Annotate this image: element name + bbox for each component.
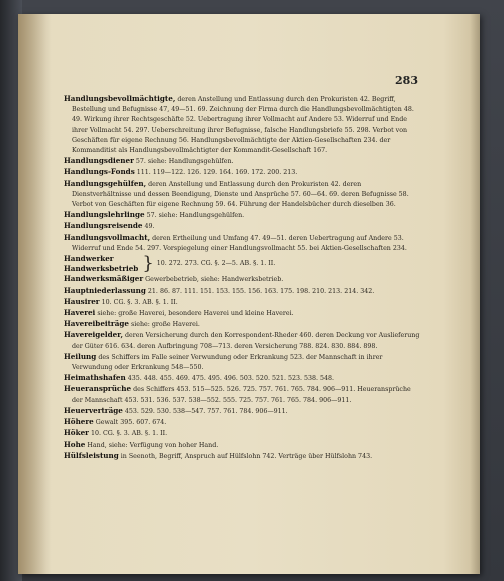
entry-text: Hand, siehe: Verfügung von hoher Hand.: [87, 441, 219, 449]
index-entry: [64, 352, 422, 373]
entry-text: des Schiffers 453. 515—525. 526. 725. 757. 761. 765. 784. 906—911. Heueransprüche der Mannschaft 453. 531. 536. 537. 538—552. 555. 725. 757. 761. 765. 784. 906—911.: [72, 386, 411, 404]
entry-text: deren Versicherung durch den Korrespondent-Rheder 460. deren Deckung vor Auslieferung der Güter 616. 634. deren Aufbringung 708—713. deren Versicherung 788. 824. 830. 884. 898.: [72, 332, 420, 350]
entry-headword: Höker: [64, 428, 89, 438]
entry-headword: Handwerksbetrieb: [64, 264, 139, 274]
entry-headword: Handlungsvollmacht,: [64, 232, 151, 242]
index-entry: [64, 210, 422, 221]
entry-text: 21. 86. 87. 111. 151. 153. 155. 156. 163. 175. 198. 210. 213. 214. 342.: [147, 287, 375, 295]
entry-headword: Handwerker: [64, 254, 114, 264]
entry-text: deren Ertheilung und Umfang 47. 49—51. deren Uebertragung auf Andere 53. Widerruf und Ende 54. 297. Vorspiegelung einer Handlungsvollmacht 55. bei Aktien-Gesellschaften 234.: [72, 234, 407, 252]
entry-headword: Heilung: [64, 351, 97, 361]
entry-headword: Handlungsbevollmächtigte,: [64, 94, 176, 103]
entry-headword: Havereigelder,: [64, 330, 123, 340]
page-number: 283: [395, 74, 418, 87]
entry-text: Gewalt 395. 607. 674.: [95, 419, 167, 427]
entry-headword: Hülfsleistung: [64, 450, 119, 460]
entry-headword: Hauptniederlassung: [64, 285, 146, 295]
index-entry: [64, 440, 422, 451]
entry-text: deren Anstellung und Entlassung durch den Prokuristen 42. deren Dienstverhältnisse und dessen Beendigung, Dienste und Ansprüche 57. 60—64. 69. deren Befugnisse 58. Verbot von Geschäften für eigene Rechnung 59. 64. Führung der Handelsbücher durch dieselben 36.: [72, 180, 409, 209]
index-entry: [64, 428, 422, 439]
entry-headword: Heuerverträge: [64, 405, 123, 415]
entry-text: 10. CG. §. 3. AB. §. 1. II.: [101, 298, 178, 306]
entry-text: des Schiffers im Falle seiner Verwundung oder Erkrankung 523. der Mannschaft in ihrer Verwundung oder Erkrankung 548—550.: [72, 353, 383, 372]
entry-text: 57. siehe: Handlungsgehülfen.: [146, 212, 245, 220]
entry-headword: Heimathshafen: [64, 373, 126, 383]
entry-headword: Handlungsgehülfen,: [64, 178, 147, 188]
brace-glyph: }: [142, 253, 154, 275]
entry-text: 453. 529. 530. 538—547. 757. 761. 784. 906—911.: [124, 407, 288, 415]
index-entry: [64, 94, 422, 156]
entry-headword: Handlungslehrlinge: [64, 210, 145, 220]
entry-headword: Handlungsreisende: [64, 221, 143, 231]
entry-text: 435. 448. 455. 469. 475. 495. 496. 503. 520. 521. 523. 538. 548.: [127, 375, 335, 383]
entry-headword: Handwerksmäßiger: [64, 274, 144, 284]
entry-headword: Höhere: [64, 417, 94, 427]
index-entry: [64, 384, 422, 405]
index-entry: [64, 319, 422, 330]
entry-headword: Havereibeiträge: [64, 319, 129, 329]
entry-headword: Haverei: [64, 308, 96, 318]
index-entry: [64, 417, 422, 428]
entry-text: 111. 119—122. 126. 129. 164. 169. 172. 200. 213.: [136, 169, 298, 177]
index-entry: [64, 156, 422, 167]
index-entry: [64, 330, 422, 351]
index-entry: [64, 373, 422, 384]
index-content: [64, 94, 422, 462]
entry-headword: Hohe: [64, 439, 86, 449]
entry-text: Gewerbebetrieb, siehe: Handwerksbetrieb.: [145, 276, 284, 284]
index-entry: [64, 297, 422, 308]
entry-text: siehe: große Haverei, besondere Haverei und kleine Haverei.: [97, 310, 294, 318]
entry-headword: Hausirer: [64, 296, 100, 306]
entry-text: 10. CG. §. 3. AB. §. 1. II.: [90, 430, 168, 438]
book-page: [18, 14, 480, 574]
entry-text: siehe: große Haverei.: [131, 321, 200, 329]
entry-text: in Seenoth, Begriff, Anspruch auf Hülfslohn 742. Verträge über Hülfslohn 743.: [120, 452, 373, 460]
entry-text: deren Anstellung und Entlassung durch den Prokuristen 42. Begriff, Bestellung und Befugnisse 47, 49—51. 69. Zeichnung der Firma durch die Handlungsbevollmächtigten 48. 49. Wirkung ihrer Rechtsgeschäfte 52. Uebertragung ihrer Vollmacht auf Andere 53. Widerruf und Ende ihrer Vollmacht 54. 297. Ueberschreitung ihrer Befugnisse, falsche Handlungsbriefe 55. 298. Verbot von Geschäften für eigene Rechnung 56. Handlungsbevollmächtigte der Aktien-Gesellschaften 234. der Kommanditist als Handlungsbevollmächtigter der Kommandit-Gesellschaft 167.: [72, 96, 414, 155]
entry-text: 49.: [144, 223, 155, 231]
index-entry: [64, 274, 422, 285]
index-entry-braced: [64, 254, 422, 274]
page-gutter: [18, 14, 52, 574]
index-entry: [64, 451, 422, 462]
entry-text: 57. siehe: Handlungsgehülfen.: [135, 158, 234, 166]
entry-headword: Handlungsdiener: [64, 156, 134, 166]
entry-text: 10. 272. 273. CG. §. 2—5. AB. §. 1. II.: [156, 260, 276, 268]
braced-headwords: [64, 254, 138, 274]
index-entry: [64, 179, 422, 211]
index-entry: [64, 167, 422, 178]
page-edge: [470, 14, 480, 574]
index-entry: [64, 221, 422, 232]
index-entry: [64, 286, 422, 297]
index-entry: [64, 406, 422, 417]
index-entry: [64, 233, 422, 254]
entry-headword: Handlungs-Fonds: [64, 167, 135, 177]
index-entry: [64, 308, 422, 319]
entry-headword: Heueransprüche: [64, 384, 132, 394]
